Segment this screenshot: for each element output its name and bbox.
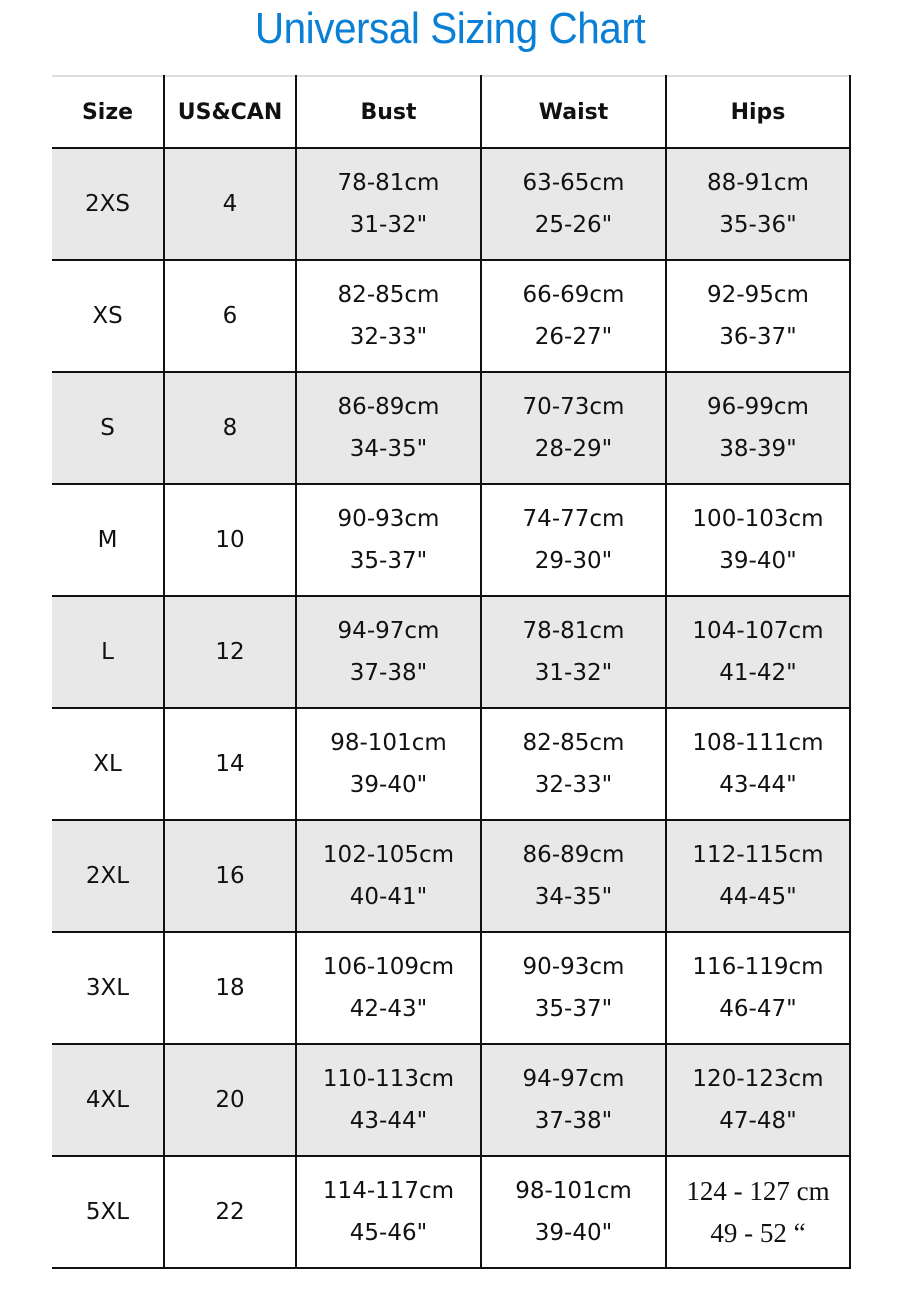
hips-cell-value: 92-95cm xyxy=(707,282,809,308)
hips-cell xyxy=(666,596,850,708)
waist-cell-value: 86-89cm xyxy=(522,842,625,868)
waist-cell xyxy=(481,820,666,932)
us-can-cell-value: 8 xyxy=(222,415,238,441)
header-hips: Hips xyxy=(666,76,850,148)
hips-cell xyxy=(666,372,850,484)
hips-cell xyxy=(666,708,850,820)
bust-cell xyxy=(296,372,481,484)
table-header-row xyxy=(52,76,850,148)
bust-cell-value: 86-89cm xyxy=(337,394,440,420)
us-can-cell-value: 22 xyxy=(215,1199,245,1225)
header-bust: Bust xyxy=(296,76,481,148)
size-cell xyxy=(52,708,164,820)
hips-cell-value: 41-42" xyxy=(719,660,797,686)
hips-cell-value: 108-111cm xyxy=(692,730,824,756)
us-can-cell-value: 20 xyxy=(215,1087,245,1113)
table-row xyxy=(52,820,850,932)
waist-cell-value: 98-101cm xyxy=(515,1178,632,1204)
hips-cell-value: 116-119cm xyxy=(692,954,824,980)
table-row xyxy=(52,148,850,260)
hips-cell-value: 47-48" xyxy=(719,1108,797,1134)
table-row xyxy=(52,372,850,484)
us-can-cell-value: 12 xyxy=(215,639,245,665)
size-cell-value: 3XL xyxy=(85,975,130,1001)
bust-cell xyxy=(296,932,481,1044)
size-cell xyxy=(52,1156,164,1268)
waist-cell-value: 37-38" xyxy=(534,1108,613,1134)
waist-cell xyxy=(481,932,666,1044)
bust-cell xyxy=(296,148,481,260)
hips-cell xyxy=(666,484,850,596)
bust-cell-value: 82-85cm xyxy=(337,282,440,308)
hips-cell-value: 120-123cm xyxy=(692,1066,824,1092)
waist-cell-value: 35-37" xyxy=(534,996,613,1022)
waist-cell xyxy=(481,484,666,596)
bust-cell-value: 40-41" xyxy=(349,884,428,910)
bust-cell-value: 35-37" xyxy=(349,548,428,574)
table-row xyxy=(52,708,850,820)
waist-cell-value: 66-69cm xyxy=(522,282,625,308)
us-can-cell xyxy=(164,708,296,820)
waist-cell-value: 26-27" xyxy=(534,324,613,350)
size-cell-value: XS xyxy=(92,303,123,329)
bust-cell-value: 102-105cm xyxy=(322,842,455,868)
size-cell-value: 4XL xyxy=(85,1087,130,1113)
hips-cell xyxy=(666,148,850,260)
us-can-cell-value: 10 xyxy=(215,527,245,553)
bust-cell-value: 78-81cm xyxy=(337,170,440,196)
waist-cell-value: 94-97cm xyxy=(522,1066,625,1092)
waist-cell-value: 90-93cm xyxy=(522,954,625,980)
bust-cell xyxy=(296,596,481,708)
hips-cell-value: 46-47" xyxy=(719,996,797,1022)
size-cell xyxy=(52,1044,164,1156)
bust-cell xyxy=(296,708,481,820)
bust-cell-value: 106-109cm xyxy=(322,954,455,980)
bust-cell-value: 114-117cm xyxy=(322,1178,455,1204)
bust-cell xyxy=(296,1156,481,1268)
bust-cell-value: 45-46" xyxy=(349,1220,428,1246)
header-waist: Waist xyxy=(481,76,666,148)
hips-cell-value: 104-107cm xyxy=(692,618,824,644)
table-row xyxy=(52,484,850,596)
hips-cell-value: 38-39" xyxy=(719,436,797,462)
waist-cell xyxy=(481,1044,666,1156)
us-can-cell xyxy=(164,1044,296,1156)
size-cell-value: L xyxy=(101,639,114,665)
hips-cell-value: 44-45" xyxy=(719,884,797,910)
waist-cell-value: 39-40" xyxy=(534,1220,613,1246)
bust-cell-value: 90-93cm xyxy=(337,506,440,532)
waist-cell xyxy=(481,708,666,820)
hips-cell-value: 49 - 52 “ xyxy=(710,1218,806,1248)
hips-cell xyxy=(666,932,850,1044)
us-can-cell xyxy=(164,372,296,484)
size-cell-value: XL xyxy=(93,751,122,777)
waist-cell-value: 25-26" xyxy=(534,212,613,238)
bust-cell xyxy=(296,1044,481,1156)
hips-cell-value: 35-36" xyxy=(719,212,797,238)
hips-cell-value: 100-103cm xyxy=(692,506,824,532)
size-cell xyxy=(52,484,164,596)
bust-cell-value: 34-35" xyxy=(349,436,428,462)
bust-cell xyxy=(296,484,481,596)
hips-cell-value: 43-44" xyxy=(719,772,797,798)
bust-cell-value: 39-40" xyxy=(349,772,428,798)
bust-cell-value: 31-32" xyxy=(349,212,428,238)
bust-cell-value: 94-97cm xyxy=(337,618,440,644)
waist-cell xyxy=(481,148,666,260)
bust-cell-value: 98-101cm xyxy=(330,730,447,756)
table-row xyxy=(52,260,850,372)
size-cell-value: M xyxy=(97,527,118,553)
waist-cell-value: 28-29" xyxy=(534,436,613,462)
waist-cell-value: 63-65cm xyxy=(522,170,625,196)
hips-cell xyxy=(666,820,850,932)
bust-cell-value: 42-43" xyxy=(349,996,428,1022)
hips-cell xyxy=(666,1044,850,1156)
waist-cell-value: 70-73cm xyxy=(522,394,625,420)
table-row xyxy=(52,932,850,1044)
bust-cell xyxy=(296,260,481,372)
bust-cell xyxy=(296,820,481,932)
hips-cell xyxy=(666,260,850,372)
header-size: Size xyxy=(52,76,164,148)
size-cell-value: 2XS xyxy=(85,191,130,217)
us-can-cell-value: 6 xyxy=(222,303,238,329)
hips-cell-value: 39-40" xyxy=(719,548,797,574)
size-cell xyxy=(52,932,164,1044)
us-can-cell xyxy=(164,1156,296,1268)
size-cell-value: 2XL xyxy=(85,863,130,889)
us-can-cell xyxy=(164,148,296,260)
waist-cell-value: 34-35" xyxy=(534,884,613,910)
hips-cell-value: 124 - 127 cm xyxy=(686,1176,830,1206)
size-cell xyxy=(52,260,164,372)
size-cell xyxy=(52,596,164,708)
hips-cell-value: 36-37" xyxy=(719,324,797,350)
header-us-can: US&CAN xyxy=(164,76,296,148)
size-cell xyxy=(52,820,164,932)
waist-cell xyxy=(481,596,666,708)
size-cell xyxy=(52,372,164,484)
us-can-cell-value: 4 xyxy=(222,191,238,217)
us-can-cell xyxy=(164,484,296,596)
bust-cell-value: 110-113cm xyxy=(322,1066,455,1092)
us-can-cell-value: 16 xyxy=(215,863,245,889)
waist-cell-value: 29-30" xyxy=(534,548,613,574)
hips-cell xyxy=(666,1156,850,1268)
size-cell-value: S xyxy=(100,415,115,441)
waist-cell-value: 78-81cm xyxy=(522,618,625,644)
hips-cell-value: 96-99cm xyxy=(707,394,809,420)
table-row xyxy=(52,596,850,708)
waist-cell-value: 74-77cm xyxy=(522,506,625,532)
us-can-cell xyxy=(164,260,296,372)
page-title: Universal Sizing Chart xyxy=(254,4,646,53)
hips-cell-value: 112-115cm xyxy=(692,842,824,868)
sizing-table xyxy=(52,75,851,1269)
waist-cell-value: 82-85cm xyxy=(522,730,625,756)
table-row xyxy=(52,1156,850,1268)
table-row xyxy=(52,1044,850,1156)
us-can-cell-value: 18 xyxy=(215,975,245,1001)
waist-cell xyxy=(481,260,666,372)
us-can-cell-value: 14 xyxy=(215,751,245,777)
bust-cell-value: 37-38" xyxy=(349,660,428,686)
waist-cell-value: 31-32" xyxy=(534,660,613,686)
bust-cell-value: 43-44" xyxy=(349,1108,428,1134)
size-cell-value: 5XL xyxy=(85,1199,130,1225)
waist-cell xyxy=(481,372,666,484)
us-can-cell xyxy=(164,596,296,708)
waist-cell-value: 32-33" xyxy=(534,772,613,798)
us-can-cell xyxy=(164,820,296,932)
bust-cell-value: 32-33" xyxy=(349,324,428,350)
hips-cell-value: 88-91cm xyxy=(707,170,809,196)
waist-cell xyxy=(481,1156,666,1268)
size-cell xyxy=(52,148,164,260)
us-can-cell xyxy=(164,932,296,1044)
